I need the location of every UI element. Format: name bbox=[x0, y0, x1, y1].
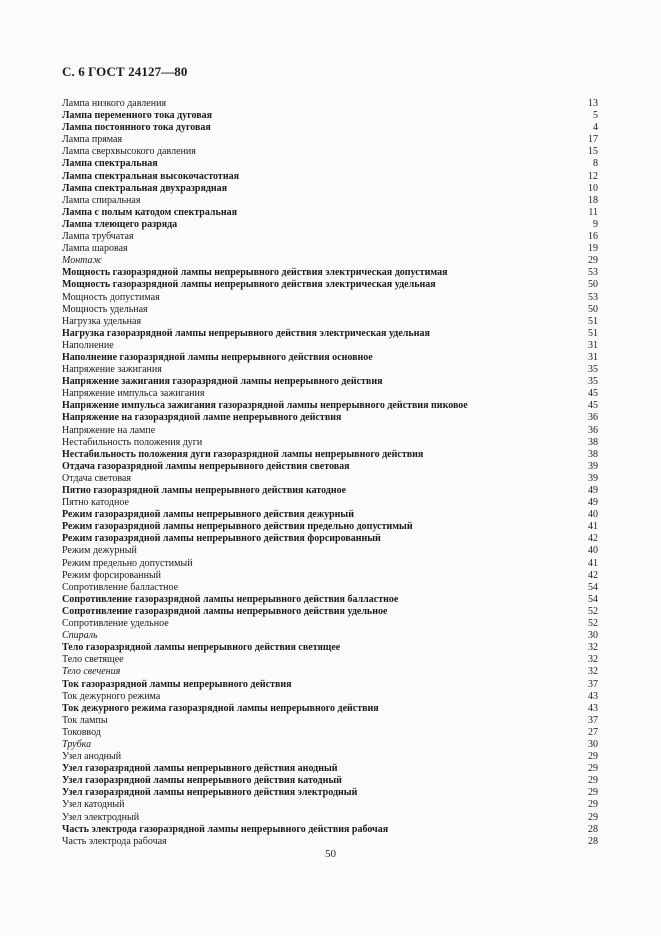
page-header: С. 6 ГОСТ 24127—80 bbox=[62, 64, 188, 79]
index-entry bbox=[62, 122, 598, 134]
index-term: Сопротивление балластное bbox=[62, 581, 179, 593]
index-page-ref: 53 bbox=[588, 291, 598, 303]
index-page-ref: 49 bbox=[588, 497, 598, 509]
index-entry bbox=[62, 267, 598, 279]
index-page-ref: 53 bbox=[588, 267, 598, 279]
index-page-ref: 42 bbox=[588, 533, 598, 545]
index-page-ref: 16 bbox=[588, 231, 598, 243]
index-term: Сопротивление удельное bbox=[62, 618, 169, 630]
index-entry bbox=[62, 775, 598, 787]
index-page-ref: 28 bbox=[588, 835, 598, 847]
index-entry bbox=[62, 279, 598, 291]
index-term: Нестабильность положения дуги bbox=[62, 436, 203, 448]
index-term: Отдача световая bbox=[62, 472, 131, 484]
index-entry bbox=[62, 606, 598, 618]
index-page-ref: 29 bbox=[588, 763, 598, 775]
index-entry bbox=[62, 799, 598, 811]
index-page-ref: 31 bbox=[588, 351, 598, 363]
index-term: Тело свечения bbox=[62, 666, 121, 678]
index-term: Ток дежурного режима bbox=[62, 690, 161, 702]
index-page-ref: 38 bbox=[588, 436, 598, 448]
index-page-ref: 39 bbox=[588, 460, 598, 472]
index-page-ref: 36 bbox=[588, 412, 598, 424]
index-entry bbox=[62, 715, 598, 727]
index-entry bbox=[62, 787, 598, 799]
index-term: Лампа спектральная двухразрядная bbox=[62, 182, 228, 194]
index-term: Режим газоразрядной лампы непрерывного действия дежурный bbox=[62, 509, 354, 521]
index-entry bbox=[62, 231, 598, 243]
index-page-ref: 40 bbox=[588, 509, 598, 521]
index-entry bbox=[62, 195, 598, 207]
index-term: Нагрузка удельная bbox=[62, 315, 142, 327]
index-page-ref: 29 bbox=[588, 799, 598, 811]
index-term: Напряжение импульса зажигания bbox=[62, 388, 205, 400]
index-page-ref: 52 bbox=[588, 618, 598, 630]
index-term: Тело газоразрядной лампы непрерывного действия светящее bbox=[62, 642, 341, 654]
index-entry bbox=[62, 812, 598, 824]
index-entry bbox=[62, 666, 598, 678]
index-term: Мощность допустимая bbox=[62, 291, 160, 303]
index-entry bbox=[62, 437, 598, 449]
index-term: Ток дежурного режима газоразрядной лампы непрерывного действия bbox=[62, 702, 379, 714]
index-entry bbox=[62, 376, 598, 388]
index-list bbox=[62, 98, 598, 848]
index-entry bbox=[62, 594, 598, 606]
index-term: Наполнение bbox=[62, 339, 114, 351]
index-page-ref: 50 bbox=[588, 279, 598, 291]
index-entry bbox=[62, 763, 598, 775]
index-entry bbox=[62, 558, 598, 570]
index-page-ref: 50 bbox=[588, 303, 598, 315]
index-page-ref: 29 bbox=[588, 255, 598, 267]
index-term: Напряжение зажигания газоразрядной лампы непрерывного действия bbox=[62, 376, 383, 388]
index-entry bbox=[62, 425, 598, 437]
index-entry bbox=[62, 751, 598, 763]
index-entry bbox=[62, 533, 598, 545]
index-entry bbox=[62, 316, 598, 328]
index-page-ref: 30 bbox=[588, 630, 598, 642]
index-entry bbox=[62, 352, 598, 364]
index-term: Отдача газоразрядной лампы непрерывного действия световая bbox=[62, 460, 350, 472]
index-entry bbox=[62, 158, 598, 170]
index-entry bbox=[62, 485, 598, 497]
index-entry bbox=[62, 292, 598, 304]
index-page-ref: 43 bbox=[588, 690, 598, 702]
index-entry bbox=[62, 618, 598, 630]
index-page-ref: 29 bbox=[588, 811, 598, 823]
index-page-ref: 37 bbox=[588, 714, 598, 726]
index-term: Узел газоразрядной лампы непрерывного действия катодный bbox=[62, 775, 342, 787]
index-page-ref: 5 bbox=[593, 110, 598, 122]
index-entry bbox=[62, 654, 598, 666]
index-entry bbox=[62, 171, 598, 183]
index-page-ref: 40 bbox=[588, 545, 598, 557]
index-entry bbox=[62, 243, 598, 255]
index-term: Мощность удельная bbox=[62, 303, 148, 315]
index-page-ref: 8 bbox=[593, 158, 598, 170]
index-entry bbox=[62, 388, 598, 400]
index-page-ref: 32 bbox=[588, 666, 598, 678]
index-page-ref: 29 bbox=[588, 775, 598, 787]
index-entry bbox=[62, 497, 598, 509]
index-term: Режим дежурный bbox=[62, 545, 137, 557]
index-term: Токоввод bbox=[62, 726, 101, 738]
index-term: Лампа с полым катодом спектральная bbox=[62, 206, 237, 218]
index-entry bbox=[62, 545, 598, 557]
index-entry bbox=[62, 255, 598, 267]
index-term: Режим газоразрядной лампы непрерывного действия предельно допустимый bbox=[62, 521, 413, 533]
index-term: Режим предельно допустимый bbox=[62, 557, 193, 569]
index-entry bbox=[62, 679, 598, 691]
index-entry bbox=[62, 473, 598, 485]
index-page-ref: 32 bbox=[588, 642, 598, 654]
index-term: Напряжение на лампе bbox=[62, 424, 156, 436]
index-term: Тело светящее bbox=[62, 654, 124, 666]
index-page-ref: 39 bbox=[588, 472, 598, 484]
index-term: Нагрузка газоразрядной лампы непрерывного действия электрическая удельная bbox=[62, 327, 430, 339]
index-term: Лампа сверхвысокого давления bbox=[62, 146, 196, 158]
index-page-ref: 31 bbox=[588, 339, 598, 351]
index-term: Лампа переменного тока дуговая bbox=[62, 110, 213, 122]
index-term: Спираль bbox=[62, 630, 98, 642]
index-page-ref: 35 bbox=[588, 376, 598, 388]
index-term: Напряжение на газоразрядной лампе непрерывного действия bbox=[62, 412, 342, 424]
index-entry bbox=[62, 340, 598, 352]
index-entry bbox=[62, 691, 598, 703]
index-page-ref: 27 bbox=[588, 726, 598, 738]
index-entry bbox=[62, 219, 598, 231]
index-entry bbox=[62, 703, 598, 715]
index-entry bbox=[62, 836, 598, 848]
index-page-ref: 32 bbox=[588, 654, 598, 666]
index-term: Часть электрода газоразрядной лампы непрерывного действия рабочая bbox=[62, 823, 389, 835]
index-page-ref: 15 bbox=[588, 146, 598, 158]
index-page-ref: 4 bbox=[593, 122, 598, 134]
index-entry bbox=[62, 824, 598, 836]
index-page-ref: 51 bbox=[588, 327, 598, 339]
index-page-ref: 51 bbox=[588, 315, 598, 327]
index-term: Лампа трубчатая bbox=[62, 231, 134, 243]
index-page-ref: 10 bbox=[588, 182, 598, 194]
index-term: Ток газоразрядной лампы непрерывного действия bbox=[62, 678, 292, 690]
index-term: Нестабильность положения дуги газоразрядной лампы непрерывного действия bbox=[62, 448, 424, 460]
index-page-ref: 30 bbox=[588, 738, 598, 750]
index-term: Узел газоразрядной лампы непрерывного действия анодный bbox=[62, 763, 338, 775]
index-term: Трубка bbox=[62, 738, 92, 750]
index-page-ref: 49 bbox=[588, 485, 598, 496]
index-term: Напряжение импульса зажигания газоразрядной лампы непрерывного действия пиковое bbox=[62, 400, 468, 412]
index-page-ref: 19 bbox=[588, 243, 598, 255]
index-page-ref: 11 bbox=[588, 206, 598, 218]
index-page-ref: 36 bbox=[588, 424, 598, 436]
index-term: Лампа прямая bbox=[62, 134, 123, 146]
index-page-ref: 45 bbox=[588, 400, 598, 412]
index-entry bbox=[62, 521, 598, 533]
index-entry bbox=[62, 449, 598, 461]
index-term: Мощность газоразрядной лампы непрерывного действия электрическая допустимая bbox=[62, 267, 448, 279]
index-term: Ток лампы bbox=[62, 714, 108, 726]
index-term: Узел анодный bbox=[62, 751, 122, 763]
index-entry bbox=[62, 727, 598, 739]
index-page-ref: 45 bbox=[588, 388, 598, 400]
index-entry bbox=[62, 146, 598, 158]
index-term: Напряжение зажигания bbox=[62, 364, 162, 376]
index-page-ref: 9 bbox=[593, 218, 598, 230]
index-entry bbox=[62, 461, 598, 473]
index-term: Лампа спиральная bbox=[62, 194, 141, 206]
index-page-ref: 43 bbox=[588, 702, 598, 714]
index-term: Пятно газоразрядной лампы непрерывного действия катодное bbox=[62, 485, 347, 496]
index-page-ref: 18 bbox=[588, 194, 598, 206]
index-term: Режим форсированный bbox=[62, 569, 162, 581]
index-page-ref: 38 bbox=[588, 448, 598, 460]
index-term: Лампа низкого давления bbox=[62, 98, 167, 109]
index-term: Режим газоразрядной лампы непрерывного действия форсированный bbox=[62, 533, 381, 545]
index-entry bbox=[62, 642, 598, 654]
index-page-ref: 29 bbox=[588, 787, 598, 799]
index-entry bbox=[62, 570, 598, 582]
index-page-ref: 41 bbox=[588, 521, 598, 533]
index-term: Лампа шаровая bbox=[62, 243, 128, 255]
index-page-ref: 52 bbox=[588, 605, 598, 617]
index-page-ref: 17 bbox=[588, 134, 598, 146]
index-entry bbox=[62, 582, 598, 594]
index-term: Узел электродный bbox=[62, 811, 140, 823]
index-entry bbox=[62, 364, 598, 376]
page-number: 50 bbox=[325, 848, 336, 860]
index-page-ref: 54 bbox=[588, 593, 598, 605]
index-entry bbox=[62, 739, 598, 751]
index-term: Пятно катодное bbox=[62, 497, 129, 509]
index-page-ref: 42 bbox=[588, 569, 598, 581]
index-entry bbox=[62, 400, 598, 412]
index-term: Лампа тлеющего разряда bbox=[62, 218, 178, 230]
index-term: Мощность газоразрядной лампы непрерывного действия электрическая удельная bbox=[62, 279, 436, 291]
index-entry bbox=[62, 412, 598, 424]
index-entry bbox=[62, 98, 598, 110]
index-term: Узел катодный bbox=[62, 799, 125, 811]
index-page-ref: 37 bbox=[588, 678, 598, 690]
index-term: Лампа спектральная bbox=[62, 158, 158, 170]
index-term: Сопротивление газоразрядной лампы непрерывного действия удельное bbox=[62, 605, 388, 617]
index-term: Узел газоразрядной лампы непрерывного действия электродный bbox=[62, 787, 358, 799]
index-term: Наполнение газоразрядной лампы непрерывного действия основное bbox=[62, 351, 373, 363]
index-page-ref: 29 bbox=[588, 751, 598, 763]
index-entry bbox=[62, 110, 598, 122]
index-page-ref: 12 bbox=[588, 170, 598, 182]
index-entry bbox=[62, 630, 598, 642]
index-term: Часть электрода рабочая bbox=[62, 835, 167, 847]
index-term: Сопротивление газоразрядной лампы непрерывного действия балластное bbox=[62, 593, 399, 605]
index-term: Лампа спектральная высокочастотная bbox=[62, 170, 240, 182]
index-entry bbox=[62, 509, 598, 521]
index-entry bbox=[62, 183, 598, 195]
index-page-ref: 41 bbox=[588, 557, 598, 569]
index-entry bbox=[62, 207, 598, 219]
index-entry bbox=[62, 328, 598, 340]
index-page-ref: 28 bbox=[588, 823, 598, 835]
index-entry bbox=[62, 304, 598, 316]
index-term: Монтаж bbox=[62, 255, 102, 267]
index-page-ref: 35 bbox=[588, 364, 598, 376]
index-page-ref: 54 bbox=[588, 581, 598, 593]
index-page-ref: 13 bbox=[588, 98, 598, 109]
index-entry bbox=[62, 134, 598, 146]
index-term: Лампа постоянного тока дуговая bbox=[62, 122, 211, 134]
